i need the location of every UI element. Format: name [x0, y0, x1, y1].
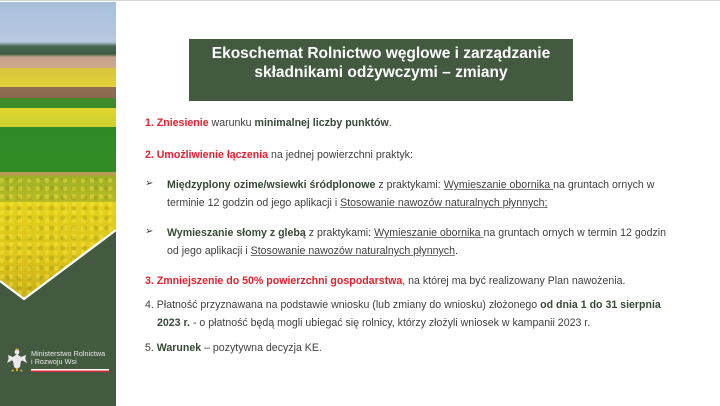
item-4-line-2: [157, 317, 590, 329]
bullet-1-line2-text: terminie 12 godzin od jego aplikacji i: [167, 197, 341, 209]
bullet-2-line2-text: od jego aplikacji i: [167, 245, 251, 257]
arrow-bullet-icon: ➢: [145, 178, 154, 189]
item-3-lead: 3. Zmniejszenie do 50% powierzchni gospodarstwa: [145, 275, 403, 287]
item-3-text: , na której ma być realizowany Plan nawożenia.: [402, 275, 626, 287]
bullet-2-text: z praktykami:: [305, 227, 375, 239]
title-line-1: Ekoschemat Rolnictwo węglowe i zarządzanie: [211, 45, 551, 62]
arrow-bullet-icon: ➢: [145, 226, 154, 237]
item-2-lead: 2. Umożliwienie łączenia: [145, 149, 269, 161]
item-1: [145, 117, 392, 129]
bullet-2-bold: Wymieszanie słomy z glebą: [167, 227, 306, 239]
ministry-name: [31, 350, 105, 367]
ministry-name-line2: i Rozwoju Wsi: [31, 357, 77, 367]
bullet-1-text: z praktykami:: [375, 179, 444, 191]
polish-eagle-icon: [6, 348, 28, 374]
item-4-line-1: [145, 299, 661, 311]
item-4-text: 4. Płatność przyznawana na podstawie wniosku (lub zmiany do wniosku) złożonego: [145, 299, 541, 311]
item-1-lead: 1. Zniesienie: [145, 117, 209, 129]
ministry-logo: [6, 348, 116, 378]
bullet-1-link-2[interactable]: Stosowanie nawozów naturalnych płynnych;: [340, 197, 548, 209]
item-1-bold: minimalnej liczby punktów: [254, 117, 389, 129]
bullet-1-line-1: [167, 179, 654, 191]
item-1-text: warunku: [208, 117, 255, 129]
item-2-text: na jednej powierzchni praktyk:: [268, 149, 413, 161]
item-5: [145, 342, 322, 354]
slide-title: [189, 39, 573, 101]
left-decor-panel: [0, 2, 116, 406]
bullet-2-link-1[interactable]: Wymieszanie obornika: [374, 227, 484, 239]
bullet-1-bold: Międzyplony ozime/wsiewki śródplonowe: [167, 179, 376, 191]
ministry-name-line1: Ministerstwo Rolnictwa: [31, 349, 106, 358]
polish-flag-bar: [31, 369, 109, 372]
bullet-2-line2-end: .: [454, 245, 458, 257]
chevron-divider-icon: [0, 2, 116, 302]
bullet-2-text-2: na gruntach ornych w termin 12 godzin: [483, 227, 667, 239]
bullet-2-line-1: [167, 227, 666, 239]
title-line-2: składnikami odżywczymi – zmiany: [254, 64, 508, 81]
bullet-1-text-2: na gruntach ornych w: [553, 179, 655, 191]
item-2: [145, 149, 413, 161]
item-3: [145, 275, 625, 287]
bullet-2-line-2: [167, 245, 458, 257]
item-4-bold-2: 2023 r.: [157, 317, 190, 329]
bullet-1-link-1[interactable]: Wymieszanie obornika: [443, 179, 554, 191]
item-5-num: 5.: [145, 342, 157, 354]
item-5-bold: Warunek: [156, 342, 202, 354]
item-4-bold: od dnia 1 do 31 sierpnia: [540, 299, 661, 311]
bullet-1-line-2: [167, 197, 547, 209]
item-5-text: – pozytywna decyzja KE.: [201, 342, 322, 354]
bullet-2-link-2[interactable]: Stosowanie nawozów naturalnych płynnych: [250, 245, 455, 257]
item-4-text-2: - o płatność będą mogli ubiegać się rolnicy, którzy złożyli wniosek w kampanii 2023 r.: [190, 317, 591, 329]
item-1-end: .: [388, 117, 392, 129]
